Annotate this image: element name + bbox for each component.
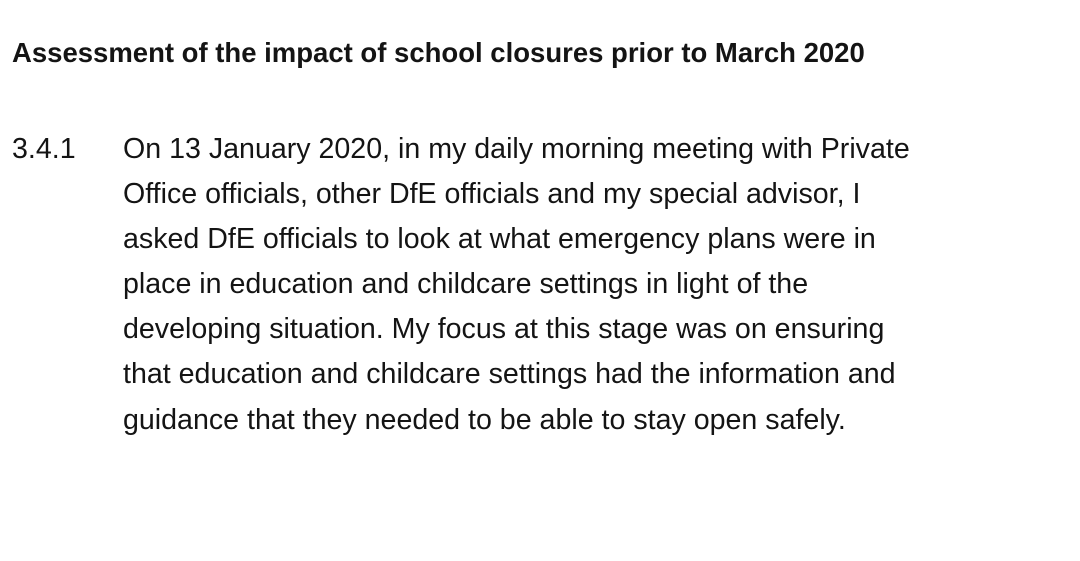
section-heading: Assessment of the impact of school closures prior to March 2020 — [12, 37, 865, 68]
paragraph-line: that education and childcare settings had the information and — [123, 358, 896, 391]
paragraph-line: On 13 January 2020, in my daily morning meeting with Private — [123, 133, 910, 165]
paragraph-number: 3.4.1 — [12, 133, 76, 165]
paragraph-line: place in education and childcare settings in light of the — [123, 268, 809, 301]
paragraph-line: developing situation. My focus at this stage was on ensuring — [123, 313, 885, 346]
paragraph-body — [123, 129, 910, 445]
paragraph-line: Office officials, other DfE officials and my special advisor, I — [123, 178, 861, 211]
paragraph-line: guidance that they needed to be able to stay open safely. — [123, 403, 846, 436]
paragraph-line: asked DfE officials to look at what emergency plans were in — [123, 223, 876, 256]
